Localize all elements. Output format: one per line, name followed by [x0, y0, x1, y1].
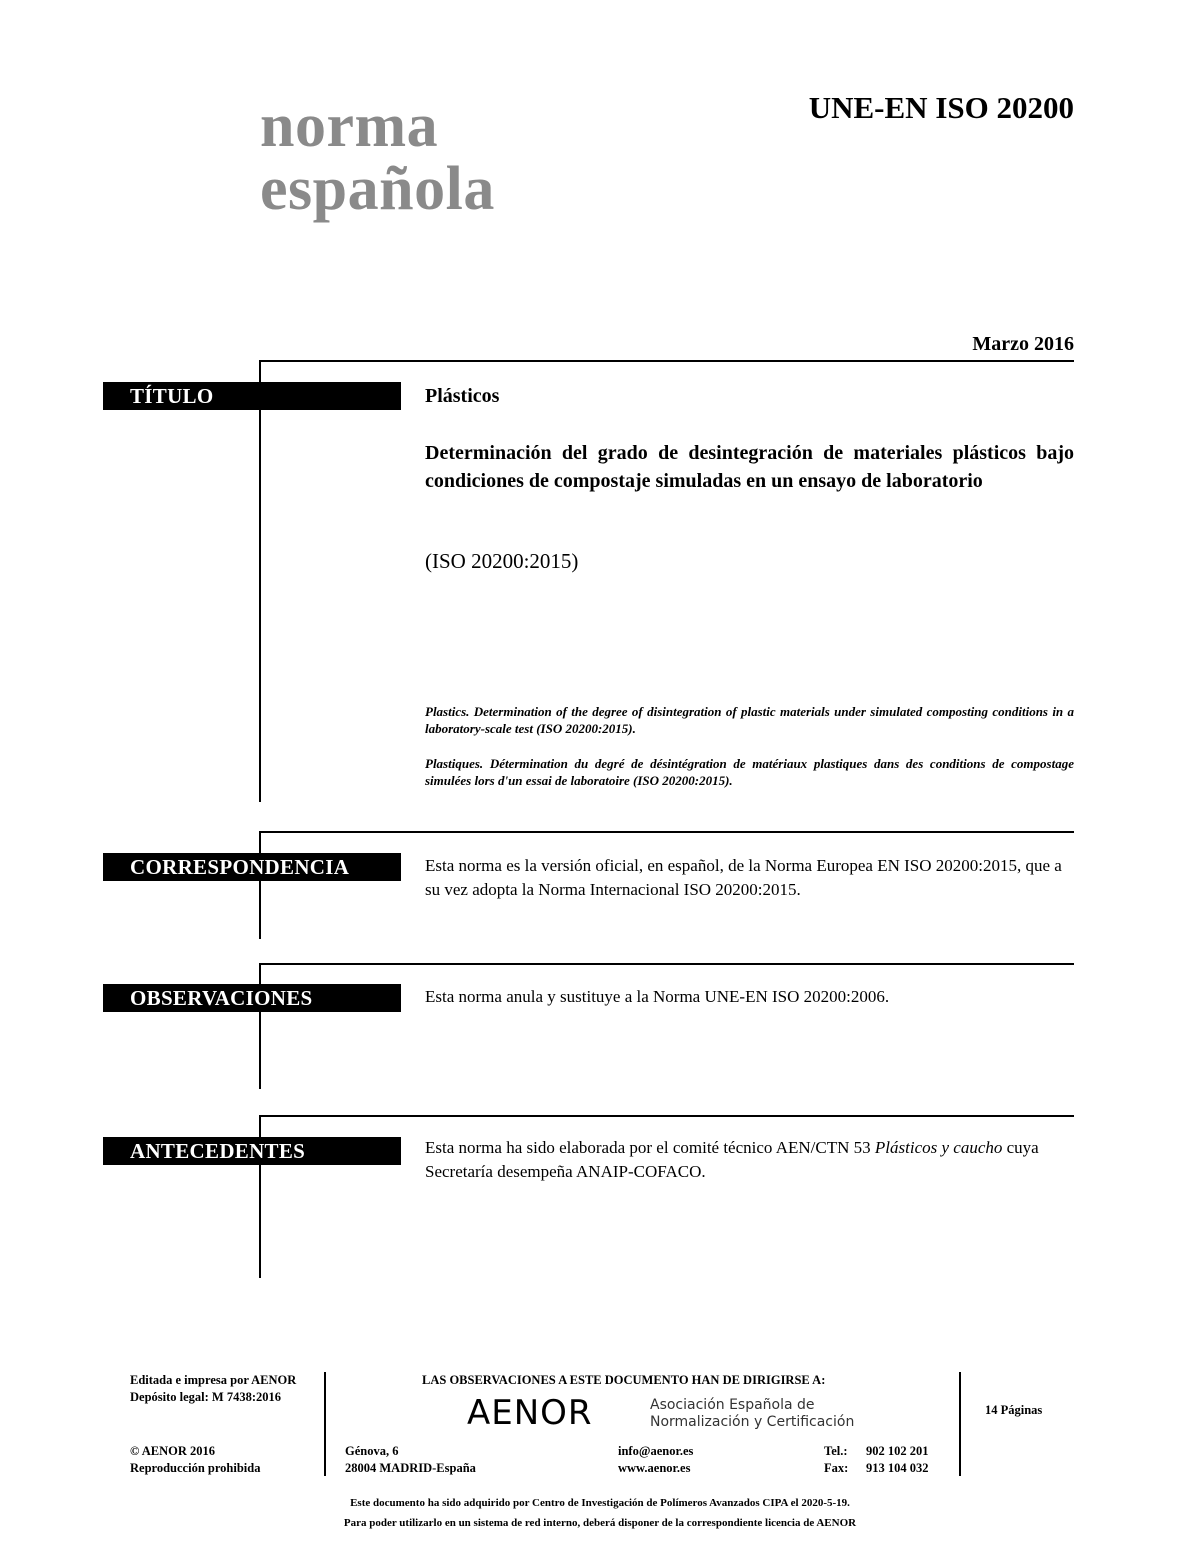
title-description: Determinación del grado de desintegración de materiales plásticos bajo condiciones de compostaje simuladas en un ensayo de laboratorio: [425, 442, 1074, 492]
footer-separator-left: [324, 1372, 326, 1476]
title-french: Plastiques. Détermination du degré de désintégration de matériaux plastiques dans des conditions de compostage simulées lors d'un essai de laboratoire (ISO 20200:2015).: [425, 756, 1074, 788]
section-rule-correspondencia: [259, 831, 1074, 833]
document-code: UNE-EN ISO 20200: [808, 90, 1074, 125]
antecedentes-text: [425, 1136, 1074, 1184]
section-rule-titulo: [259, 360, 1074, 362]
title-english: Plastics. Determination of the degree of disintegration of plastic materials under simulated composting conditions in a laboratory-scale test (ISO 20200:2015).: [425, 704, 1074, 736]
footer-copyright: © AENOR 2016: [130, 1444, 216, 1458]
license-notice-line-2: Para poder utilizarlo en un sistema de red interno, deberá disponer de la correspondiente licencia de AENOR: [343, 1517, 857, 1529]
section-label-antecedentes: ANTECEDENTES: [103, 1137, 401, 1165]
aenor-org-line-2: Normalización y Certificación: [650, 1414, 855, 1430]
antecedentes-text-part-1: Esta norma ha sido elaborada por el comité técnico AEN/CTN 53: [425, 1138, 875, 1157]
footer-reproduction: Reproducción prohibida: [130, 1461, 261, 1475]
aenor-logo: AENOR: [467, 1393, 593, 1433]
footer-deposit: Depósito legal: M 7438:2016: [130, 1390, 282, 1404]
footer-fax: 913 104 032: [866, 1461, 929, 1475]
section-label-observaciones: OBSERVACIONES: [103, 984, 401, 1012]
section-vrule-correspondencia: [259, 831, 261, 939]
footer-page-count: 14 Páginas: [985, 1403, 1043, 1417]
footer-tel: 902 102 201: [866, 1444, 929, 1458]
section-label-correspondencia: CORRESPONDENCIA: [103, 853, 401, 881]
footer-observations-heading: LAS OBSERVACIONES A ESTE DOCUMENTO HAN DE DIRIGIRSE A:: [422, 1373, 826, 1387]
title-main: Plásticos: [425, 385, 500, 407]
section-rule-observaciones: [259, 963, 1074, 965]
footer-tel-label: Tel.:: [824, 1444, 848, 1458]
section-label-titulo: TÍTULO: [103, 382, 401, 410]
publication-date: Marzo 2016: [972, 333, 1074, 355]
footer-address-line-1: Génova, 6: [345, 1444, 399, 1458]
antecedentes-committee-name: Plásticos y caucho: [874, 1138, 1003, 1157]
footer-website[interactable]: www.aenor.es: [618, 1461, 691, 1475]
footer-address-line-2: 28004 MADRID-España: [345, 1461, 476, 1475]
title-iso-reference: (ISO 20200:2015): [425, 549, 579, 573]
brand-line-1: norma: [260, 92, 439, 160]
footer-edited: Editada e impresa por AENOR: [130, 1373, 297, 1387]
aenor-org-line-1: Asociación Española de: [650, 1397, 815, 1413]
section-rule-antecedentes: [259, 1115, 1074, 1117]
footer-email[interactable]: info@aenor.es: [618, 1444, 694, 1458]
correspondencia-text: Esta norma es la versión oficial, en español, de la Norma Europea EN ISO 20200:2015, que a su vez adopta la Norma Internacional ISO 20200:2015.: [425, 856, 1062, 899]
footer-separator-right: [959, 1372, 961, 1476]
footer-fax-label: Fax:: [824, 1461, 849, 1475]
section-vrule-observaciones: [259, 963, 261, 1089]
antecedentes-text-part-2: cuya Secretaría desempeña ANAIP-COFACO.: [425, 1138, 1039, 1181]
brand-line-2: española: [260, 155, 495, 223]
license-notice-line-1: Este documento ha sido adquirido por Centro de Investigación de Polímeros Avanzados CIPA el 2020-5-19.: [350, 1497, 850, 1509]
observaciones-text: Esta norma anula y sustituye a la Norma UNE-EN ISO 20200:2006.: [425, 987, 890, 1006]
section-vrule-titulo: [259, 360, 261, 802]
